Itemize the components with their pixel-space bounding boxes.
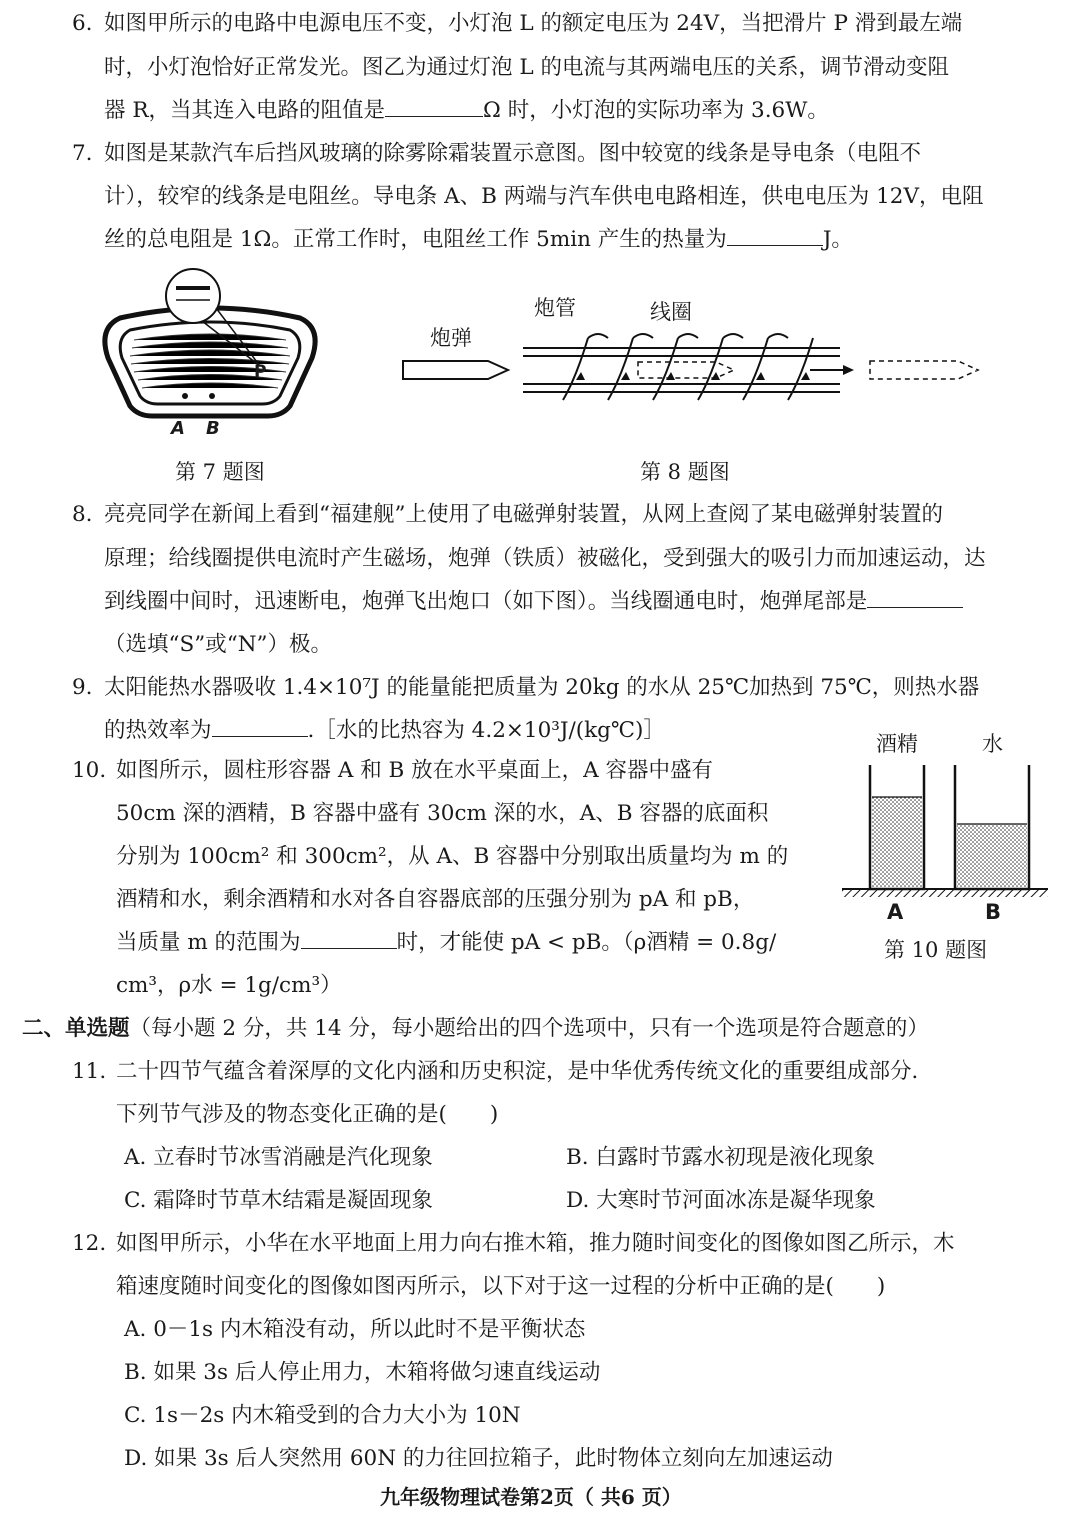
q8-line4: （选填“S”或“N”）极。 — [104, 632, 333, 657]
fig8-label-barrel: 炮管 — [534, 296, 576, 320]
q8-number: 8. — [72, 502, 93, 527]
fig8-launcher-diagram — [398, 318, 998, 418]
fig10-label-water: 水 — [982, 732, 1003, 756]
q6-line1: 如图甲所示的电路中电源电压不变，小灯泡 L 的额定电压为 24V，当把滑片 P 滑到最左端 — [104, 11, 963, 36]
q10-line1: 如图所示，圆柱形容器 A 和 B 放在水平桌面上，A 容器中盛有 — [116, 758, 714, 783]
fig7-caption: 第 7 题图 — [175, 460, 265, 484]
q11-option-a[interactable]: A. 立春时节冰雪消融是汽化现象 — [124, 1145, 433, 1170]
q10-line4: 酒精和水，剩余酒精和水对各自容器底部的压强分别为 pA 和 pB， — [116, 887, 755, 912]
q10-line3: 分别为 100cm² 和 300cm²，从 A、B 容器中分别取出质量均为 m 的 — [116, 844, 789, 869]
fig10-label-a: A — [887, 900, 904, 924]
fig8-label-shell: 炮弹 — [430, 326, 472, 350]
q11-option-b[interactable]: B. 白露时节露水初现是液化现象 — [566, 1145, 875, 1170]
q10-line5a: 当质量 m 的范围为 — [116, 930, 301, 955]
q12-line2: 箱速度随时间变化的图像如图丙所示，以下对于这一过程的分析中正确的是( ) — [116, 1274, 886, 1299]
q8-line1: 亮亮同学在新闻上看到“福建舰”上使用了电磁弹射装置，从网上查阅了某电磁弹射装置的 — [104, 502, 943, 527]
q6-line2: 时，小灯泡恰好正常发光。图乙为通过灯泡 L 的电流与其两端电压的关系，调节滑动变阻 — [104, 55, 949, 80]
q12-option-b[interactable]: B. 如果 3s 后人停止用力，木箱将做匀速直线运动 — [124, 1360, 601, 1385]
q8-line2: 原理；给线圈提供电流时产生磁场，炮弹（铁质）被磁化，受到强大的吸引力而加速运动，达 — [104, 546, 986, 571]
q10-line5b: 时，才能使 pA < pB。（ρ酒精 = 0.8g/ — [396, 930, 777, 955]
q6-line3b: Ω 时，小灯泡的实际功率为 3.6W。 — [483, 98, 829, 123]
q8-answer-blank[interactable] — [867, 606, 963, 608]
q9-line2 — [104, 716, 665, 746]
q10-line6: cm³，ρ水 = 1g/cm³） — [116, 973, 342, 998]
section2-desc: （每小题 2 分，共 14 分，每小题给出的四个选项中，只有一个选项是符合题意的） — [129, 1016, 929, 1041]
fig7-label-b: B — [206, 418, 220, 439]
q10-line2: 50cm 深的酒精，B 容器中盛有 30cm 深的水，A、B 容器的底面积 — [116, 801, 769, 826]
q7-line2: 计），较窄的线条是电阻丝。导电条 A、B 两端与汽车供电电路相连，供电电压为 12V，电阻 — [104, 184, 984, 209]
q11-option-c[interactable]: C. 霜降时节草木结霜是凝固现象 — [124, 1188, 433, 1213]
fig10-label-b: B — [985, 900, 1002, 924]
fig10-label-alcohol: 酒精 — [876, 732, 918, 756]
q6-line3a: 器 R，当其连入电路的阻值是 — [104, 98, 386, 123]
q12-option-a[interactable]: A. 0－1s 内木箱没有动，所以此时不是平衡状态 — [124, 1317, 586, 1342]
fig10-containers-diagram — [840, 765, 1052, 905]
q10-line5 — [116, 928, 776, 958]
q12-option-c[interactable]: C. 1s－2s 内木箱受到的合力大小为 10N — [124, 1403, 521, 1428]
q11-number: 11. — [72, 1059, 107, 1084]
q7-line1: 如图是某款汽车后挡风玻璃的除雾除霜装置示意图。图中较宽的线条是导电条（电阻不 — [104, 141, 922, 166]
q8-line3-text: 到线圈中间时，迅速断电，炮弹飞出炮口（如下图）。当线圈通电时，炮弹尾部是 — [104, 589, 868, 614]
section2-title: 二、单选题 — [22, 1016, 130, 1041]
q7-line3b: J。 — [822, 227, 853, 252]
q6-line3 — [104, 96, 829, 126]
fig10-caption: 第 10 题图 — [884, 938, 988, 962]
q8-line3 — [104, 587, 963, 617]
q11-option-d[interactable]: D. 大寒时节河面冰冻是凝华现象 — [566, 1188, 876, 1213]
q11-line2: 下列节气涉及的物态变化正确的是( ) — [116, 1102, 499, 1127]
q10-answer-blank[interactable] — [301, 947, 397, 949]
page-footer: 九年级物理试卷第2页（ 共6 页） — [380, 1485, 682, 1509]
q6-number: 6. — [72, 11, 93, 36]
fig8-label-coil: 线圈 — [650, 300, 692, 324]
q7-line3a: 丝的总电阻是 1Ω。正常工作时，电阻丝工作 5min 产生的热量为 — [104, 227, 727, 252]
q9-number: 9. — [72, 675, 93, 700]
q12-number: 12. — [72, 1231, 107, 1256]
q11-line1: 二十四节气蕴含着深厚的文化内涵和历史积淀，是中华优秀传统文化的重要组成部分． — [116, 1059, 934, 1084]
q9-line2b: .［水的比热容为 4.2×10³J/(kg℃)］ — [307, 718, 665, 743]
q9-line1: 太阳能热水器吸收 1.4×10⁷J 的能量能把质量为 20kg 的水从 25℃加热到 75℃，则热水器 — [104, 675, 980, 700]
fig7-label-p: P — [254, 362, 267, 382]
q10-number: 10. — [72, 758, 107, 783]
fig8-caption: 第 8 题图 — [640, 460, 730, 484]
q9-line2a: 的热效率为 — [104, 718, 212, 743]
q9-answer-blank[interactable] — [212, 735, 308, 737]
q12-option-d[interactable]: D. 如果 3s 后人突然用 60N 的力往回拉箱子，此时物体立刻向左加速运动 — [124, 1446, 833, 1471]
fig7-label-a: A — [171, 418, 185, 439]
q7-number: 7. — [72, 141, 93, 166]
section2-heading — [22, 1014, 929, 1044]
q7-line3 — [104, 225, 853, 255]
q12-line1: 如图甲所示，小华在水平地面上用力向右推木箱，推力随时间变化的图像如图乙所示，木 — [116, 1231, 955, 1256]
fig7-windshield-diagram — [90, 268, 330, 438]
q6-answer-blank[interactable] — [385, 115, 483, 117]
q7-answer-blank[interactable] — [727, 244, 823, 246]
